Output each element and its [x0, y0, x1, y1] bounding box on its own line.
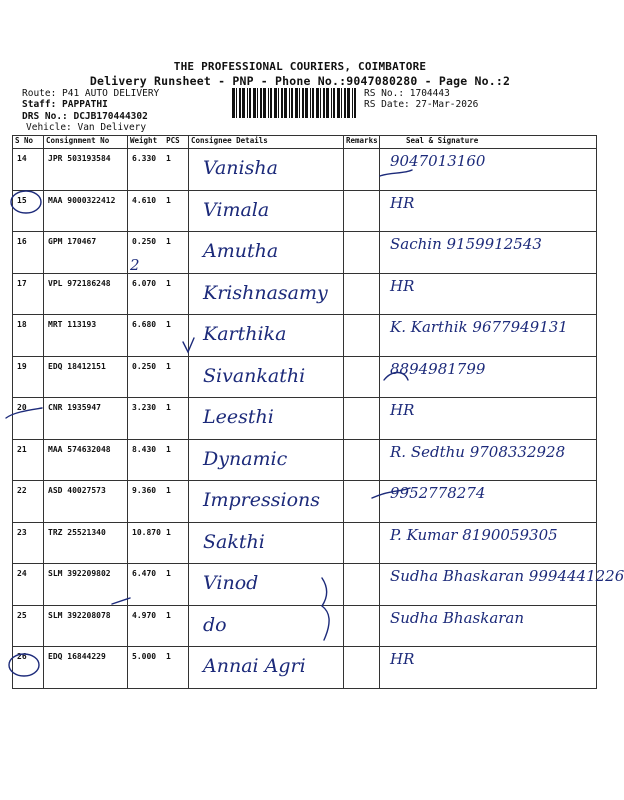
table-row [13, 315, 597, 357]
cell-sno: 22 [13, 481, 44, 523]
cell-remarks [344, 398, 380, 440]
cell-remarks [344, 439, 380, 481]
cell-consignee: Vimala [189, 190, 344, 232]
cell-signature: HR [380, 273, 597, 315]
cell-signature: HR [380, 647, 597, 689]
cell-remarks [344, 232, 380, 274]
runsheet-subtitle: Delivery Runsheet - PNP - Phone No.:9047080280 - Page No.:2 [89, 74, 511, 88]
cell-weight-pcs: 4.610 1 [128, 190, 189, 232]
cell-consignee: Sakthi [189, 522, 344, 564]
cell-consignment: MAA 574632048 [44, 439, 128, 481]
cell-consignee: Vinod [189, 564, 344, 606]
cell-weight-pcs: 6.070 1 [128, 273, 189, 315]
cell-consignment: EDQ 16844229 [44, 647, 128, 689]
cell-weight-pcs: 6.330 1 [128, 149, 189, 191]
table-row [13, 232, 597, 274]
cell-signature: P. Kumar 8190059305 [380, 522, 597, 564]
col-remarks: Remarks [344, 136, 380, 149]
cell-weight-pcs: 0.250 1 [128, 232, 189, 274]
cell-signature: Sachin 9159912543 [380, 232, 597, 274]
cell-remarks [344, 564, 380, 606]
cell-signature: R. Sedthu 9708332928 [380, 439, 597, 481]
cell-sno: 21 [13, 439, 44, 481]
cell-consignee: Amutha [189, 232, 344, 274]
table-row [13, 481, 597, 523]
cell-consignment: MRT 113193 [44, 315, 128, 357]
cell-consignment: CNR 1935947 [44, 398, 128, 440]
cell-remarks [344, 605, 380, 647]
cell-consignment: ASD 40027573 [44, 481, 128, 523]
rs-number: RS No.: 1704443 [364, 88, 450, 99]
cell-consignment: MAA 9000322412 [44, 190, 128, 232]
cell-signature: HR [380, 190, 597, 232]
cell-consignee: Annai Agri [189, 647, 344, 689]
cell-weight-pcs: 3.230 1 [128, 398, 189, 440]
cell-consignment: JPR 503193584 [44, 149, 128, 191]
staff-label: Staff: PAPPATHI [22, 99, 108, 110]
cell-consignment: TRZ 25521340 [44, 522, 128, 564]
cell-signature: Sudha Bhaskaran [380, 605, 597, 647]
cell-consignee: Krishnasamy [189, 273, 344, 315]
col-sno: S No [13, 136, 44, 149]
cell-remarks [344, 522, 380, 564]
cell-consignment: EDQ 18412151 [44, 356, 128, 398]
cell-sno: 19 [13, 356, 44, 398]
cell-consignee: Dynamic [189, 439, 344, 481]
cell-remarks [344, 149, 380, 191]
cell-sno: 23 [13, 522, 44, 564]
cell-weight-pcs: 8.430 1 [128, 439, 189, 481]
cell-consignee: do [189, 605, 344, 647]
cell-sno: 26 [13, 647, 44, 689]
cell-signature: HR [380, 398, 597, 440]
vehicle-label: Vehicle: Van Delivery [26, 122, 147, 133]
table-row [13, 273, 597, 315]
cell-sno: 17 [13, 273, 44, 315]
cell-signature: Sudha Bhaskaran 9994441226 [380, 564, 597, 606]
rs-date: RS Date: 27-Mar-2026 [364, 99, 479, 110]
cell-remarks [344, 190, 380, 232]
table-row [13, 605, 597, 647]
cell-sno: 16 [13, 232, 44, 274]
cell-consignment: GPM 170467 [44, 232, 128, 274]
table-row [13, 356, 597, 398]
cell-remarks [344, 273, 380, 315]
barcode-image [232, 88, 360, 118]
route-label: Route: P41 AUTO DELIVERY [22, 88, 160, 99]
cell-sno: 15 [13, 190, 44, 232]
cell-sno: 14 [13, 149, 44, 191]
cell-consignment: SLM 392209802 [44, 564, 128, 606]
cell-weight-pcs: 6.680 1 [128, 315, 189, 357]
cell-weight-pcs: 9.360 1 [128, 481, 189, 523]
table-row [13, 149, 597, 191]
cell-consignee: Leesthi [189, 398, 344, 440]
company-title: THE PROFESSIONAL COURIERS, COIMBATORE [173, 60, 427, 73]
col-signature: Seal & Signature [380, 136, 597, 149]
table-header-row [13, 136, 597, 149]
drs-label: DRS No.: DCJB170444302 [22, 111, 148, 122]
cell-consignment: SLM 392208078 [44, 605, 128, 647]
table-row [13, 564, 597, 606]
cell-weight-pcs: 6.470 1 [128, 564, 189, 606]
col-weight-pcs: Weight PCS [128, 136, 189, 149]
runsheet-table [12, 135, 624, 689]
col-consignment: Consignment No [44, 136, 128, 149]
cell-sno: 25 [13, 605, 44, 647]
cell-signature: 8894981799 [380, 356, 597, 398]
cell-weight-pcs: 5.000 1 [128, 647, 189, 689]
cell-remarks [344, 481, 380, 523]
cell-signature: K. Karthik 9677949131 [380, 315, 597, 357]
table-row [13, 522, 597, 564]
cell-consignee: Vanisha [189, 149, 344, 191]
cell-weight-pcs: 0.250 1 [128, 356, 189, 398]
cell-weight-pcs: 4.970 1 [128, 605, 189, 647]
cell-consignee: Impressions [189, 481, 344, 523]
cell-consignment: VPL 972186248 [44, 273, 128, 315]
table-row [13, 647, 597, 689]
cell-remarks [344, 315, 380, 357]
cell-signature: 9952778274 [380, 481, 597, 523]
table-row [13, 190, 597, 232]
cell-signature: 9047013160 [380, 149, 597, 191]
cell-remarks [344, 356, 380, 398]
cell-consignee: Karthika [189, 315, 344, 357]
col-consignee: Consignee Details [189, 136, 344, 149]
table-row [13, 398, 597, 440]
cell-weight-pcs: 10.870 1 [128, 522, 189, 564]
cell-sno: 24 [13, 564, 44, 606]
row16-weight-note: 2 [130, 256, 140, 274]
cell-sno: 18 [13, 315, 44, 357]
table-row [13, 439, 597, 481]
cell-remarks [344, 647, 380, 689]
cell-consignee: Sivankathi [189, 356, 344, 398]
cell-sno: 20 [13, 398, 44, 440]
